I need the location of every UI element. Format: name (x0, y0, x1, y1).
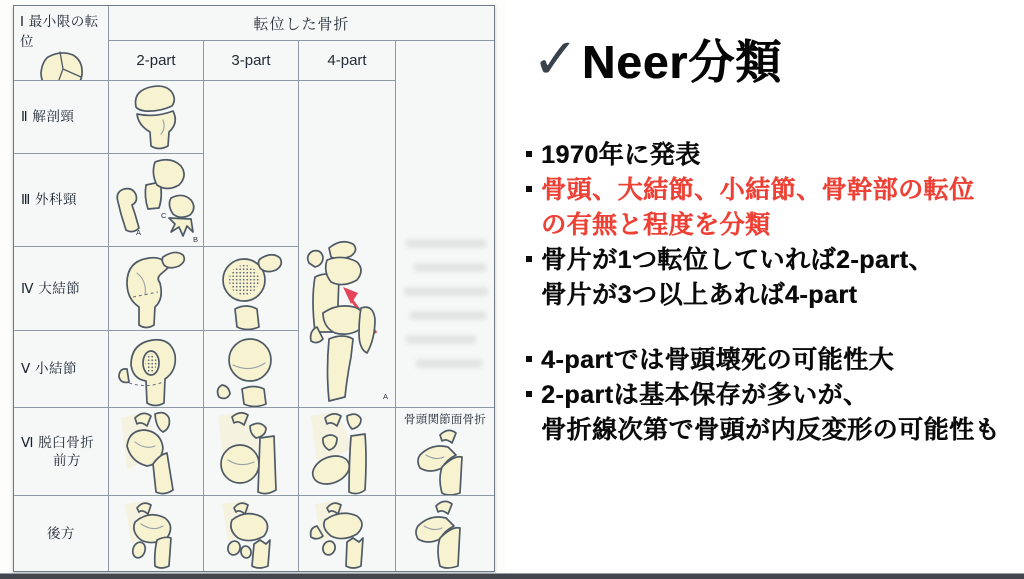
note-line: 骨頭、大結節、小結節、骨幹部の転位 (526, 173, 1020, 208)
cell-minimal-displacement (14, 6, 109, 81)
cell-empty (204, 81, 299, 247)
page-title: Neer分類 (581, 36, 783, 88)
bone-illustration (204, 247, 299, 331)
illustration-dislocation-anterior-2part (109, 408, 204, 496)
header-4-part: 4-part (299, 41, 396, 81)
note-line: の有無と程度を分類 (541, 211, 771, 239)
bone-illustration (109, 81, 204, 153)
header-2-part: 2-part (109, 41, 204, 81)
note-line: 1970年に発表 (526, 138, 1020, 173)
bone-illustration (204, 331, 299, 408)
page-bleed-artifact (416, 359, 482, 368)
neer-table (13, 5, 495, 572)
row-label-lesser-tuberosity: Ⅴ 小結節 (14, 331, 109, 408)
row-label-dislocation-posterior: 後方 (14, 496, 109, 571)
notes-group-1 (526, 138, 1020, 313)
illustration-4part-merged (299, 81, 396, 408)
illustration-dislocation-posterior-2part (109, 496, 204, 571)
illustration-articular-posterior (396, 496, 494, 571)
cell-articular-surface-fracture (396, 408, 494, 496)
bone-illustration (204, 496, 299, 570)
checkmark-icon: ✓ (532, 27, 579, 90)
illustration-dislocation-anterior-4part (299, 408, 396, 496)
letter-a-label: A (383, 392, 389, 401)
bone-illustration (109, 154, 204, 247)
illustration-dislocation-posterior-4part (299, 496, 396, 571)
bone-illustration (109, 247, 204, 331)
row-label-surgical-neck: Ⅲ 外科頸 (14, 154, 109, 247)
letter-c-label: C (161, 211, 167, 220)
page-bleed-artifact (406, 239, 486, 248)
bone-illustration (396, 427, 494, 496)
notes-group-2 (526, 343, 1020, 448)
letter-a-label: A (136, 228, 142, 237)
corner-label: Ⅰ 最小限の転位 (20, 14, 99, 49)
illustration-anatomical-neck-2part (109, 81, 204, 154)
header-displaced-fractures (109, 6, 494, 41)
note-line: 4-partでは骨頭壊死の可能性大 (526, 343, 1020, 378)
illustration-greater-tuberosity-2part (109, 247, 204, 331)
bone-illustration (109, 331, 204, 408)
bone-illustration (299, 408, 394, 496)
header-3-part: 3-part (204, 41, 299, 81)
page-bleed-artifact (406, 335, 476, 344)
note-line: 骨片が1つ転位していれば2-part、 (526, 243, 1020, 278)
page-bleed-artifact (404, 287, 488, 296)
bone-illustration (109, 496, 204, 570)
row-label-anatomical-neck: Ⅱ 解剖頸 (14, 81, 109, 154)
bullet-square (526, 256, 532, 262)
bullet-square (526, 186, 532, 192)
bone-illustration (396, 496, 494, 570)
illustration-dislocation-posterior-3part (204, 496, 299, 571)
illustration-lesser-tuberosity-2part (109, 331, 204, 408)
note-line: 2-partは基本保存が多いが、 (526, 378, 1020, 413)
note-line: 骨折線次第で骨頭が内反変形の可能性も (541, 416, 1001, 444)
cell-right-empty (396, 41, 494, 408)
bone-illustration (204, 408, 299, 496)
page-bleed-artifact (414, 263, 486, 272)
bullet-square (526, 356, 532, 362)
letter-b-label: B (193, 235, 199, 244)
articular-surface-label: 骨頭関節面骨折 (404, 414, 486, 426)
bone-illustration (299, 81, 396, 406)
illustration-lesser-tuberosity-3part (204, 331, 299, 408)
slide-title (532, 26, 782, 92)
row-label-dislocation-anterior: Ⅵ 脱臼骨折 前方 (14, 408, 109, 496)
illustration-greater-tuberosity-3part (204, 247, 299, 331)
illustration-surgical-neck-2part (109, 154, 204, 247)
bone-illustration (299, 496, 394, 570)
bone-illustration-minimal (14, 50, 109, 81)
bullet-square (526, 151, 532, 157)
header-displaced-label: 転位した骨折 (253, 15, 350, 33)
text-panel (522, 0, 1022, 573)
page-bleed-artifact (410, 311, 486, 320)
slide-bottom-bar (0, 573, 1024, 579)
row-label-greater-tuberosity: Ⅳ 大結節 (14, 247, 109, 331)
illustration-dislocation-anterior-3part (204, 408, 299, 496)
scanned-page (0, 0, 506, 573)
note-line: 骨片が3つ以上あれば4-part (541, 281, 858, 309)
bullet-square (526, 391, 532, 397)
bone-illustration (109, 408, 204, 496)
